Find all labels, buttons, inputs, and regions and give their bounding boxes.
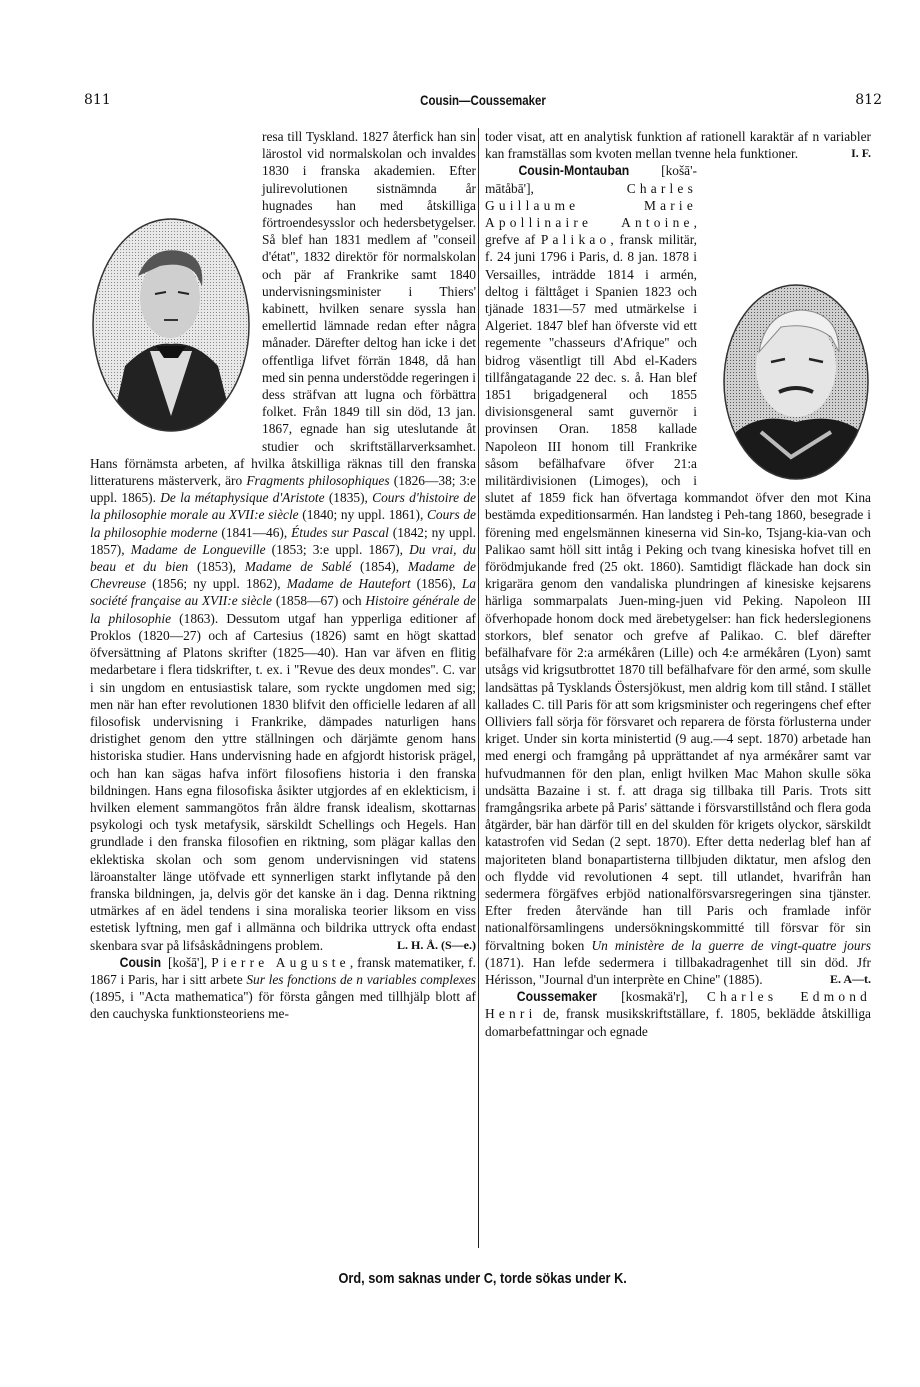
entry-continuation: toder visat, att en analytisk funktion af rationell karaktär af n variabler kan framställas som kvoten mellan tvenne hela funktioner. I. F. (485, 129, 871, 162)
author-signature: L. H. Å. (S—e.) (397, 937, 476, 952)
page-number-right: 812 (855, 92, 882, 108)
entry-text: resa till Tyskland. 1827 återfick han sin lärostol vid normalskolan och invaldes 1830 i franska akademien. Efter julirevolutionen sistnämnda år hugnades han med åtskilliga förtroendesysslor och hedersbetygelser. Så blef han 1831 medlem af ''conseil d'état'', 1832 direktör för normalskolan och pär af Frankrike samt 1840 undervisningsminister i Thiers' kabinett, hvilken senare syssla han emellertid lämnade redan efter några månader. Därefter deltog han icke i det offentliga lifvet förrän 1848, då han med sin penna understödde regeringen i dess sträfvan att lugna och förbättra folket. Från 1849 till sin död, 13 jan. 1867, egnade han sig uteslutande åt studier och skriftställarverksamhet. Hans förnämsta arbeten, af hvilka åtskilliga räknas till den franska litteraturens mästerverk, äro (90, 129, 476, 489)
person-name: Charles Guillaume Marie Apollinaire Antoine (485, 180, 697, 231)
page-header (84, 92, 882, 112)
running-title: Cousin—Coussemaker (420, 92, 546, 108)
portrait-cousin-montauban (707, 282, 871, 486)
person-name: Pierre Auguste (211, 954, 350, 970)
noble-title: Palikao (540, 232, 611, 248)
portrait-cousin-victor (90, 216, 252, 438)
person-name: Charles Edmond Henri (485, 989, 872, 1022)
entry-cousin-pierre: Cousin [košā'], Pierre Auguste, fransk matematiker, f. 1867 i Paris, har i sitt arbete Sur les fonctions de n variables complexes (1895, i ''Acta mathematica'') för första gången med tillhjälp blott af den cauchyska funktionsteoriens me- (90, 954, 476, 1022)
column-divider (478, 128, 479, 1248)
headword: Coussemaker (516, 989, 598, 1005)
headword: Cousin-Montauban (518, 163, 630, 179)
author-signature: E. A—t. (829, 971, 871, 986)
footer-note: Ord, som saknas under C, torde sökas under K. (338, 1270, 628, 1287)
author-signature: I. F. (851, 146, 871, 161)
left-column (90, 128, 476, 1023)
right-column (485, 128, 871, 1040)
portrait-image-icon (721, 282, 871, 482)
entry-coussemaker: Coussemaker [kosmakä'r], Charles Edmond Henri de, fransk musikskriftställare, f. 1805, beklädde åtskilliga domarbefattningar och egnade (485, 989, 872, 1039)
headword: Cousin (119, 954, 162, 970)
entry-cousin-victor: resa till Tyskland. 1827 återfick han sin lärostol vid normalskolan och invaldes 1830 i franska akademien. Efter julirevolutionen sistnämnda år hugnades han med åtskilliga förtroendesysslor och hedersbetygelser. Så blef han 1831 medlem af ''conseil d'état'', 1832 direktör för normalskolan och pär af Frankrike samt 1840 undervisningsminister i Thiers' kabinett, hvilken senare syssla han emellertid lämnade redan efter några månader. Därefter deltog han icke i det offentliga lifvet förrän 1848, då han med sin penna understödde regeringen i dess sträfvan att lugna och förbättra folket. Från 1849 till sin död, 13 jan. 1867, egnade han sig uteslutande åt studier och skriftställarverksamhet. Hans förnämsta arbeten, af hvilka åtskilliga räknas till den franska litteraturens mästerverk, äro Fragments philosophiques (1826—38; 3:e uppl. 1865). De la métaphysique d'Aristote (1835), Cours d'histoire de la philosophie morale au XVII:e siècle (1840; ny uppl. 1861), Cours de la philosophie moderne (1841—46), Études sur Pascal (1842; ny uppl. 1857), Madame de Longueville (1853; 3:e uppl. 1867), Du vrai, du beau et du bien (1853), Madame de Sablé (1854), Madame de Chevreuse (1856; ny uppl. 1862), Madame de Hautefort (1856), La société française au XVII:e siècle (1858—67) och Histoire générale de la philosophie (1863). Dessutom utgaf han ypperliga editioner af Proklos (1820—27) och af Cartesius (1826) samt en högt skattad öfversättning af Platons skrifter (1825—40). Han var äfven en flitig medarbetare i flera tidskrifter, t. ex. i ''Revue des deux mondes''. C. var i sin ungdom en entusiastisk talare, som ryckte ungdomen med sig; men när han efter revolutionen 1830 blifvit den officielle ledaren af all filosofisk undervisning i Frankrike, dämpades naturligen hans dristighet genom den yttre ställningen och därjämte genom hans historiska studier. Hans undervisning hade en afgjordt historisk prägel, och han kan sägas hafva infört filosofiens historia i den franska bildningen. Hans egna filosofiska åsikter utgjordes af en eklekticism, i hvilken element sammangötos från äldre fransk idealism, skottarnas psykologi och tysk metafysik, särskildt Schellings och Hegels. Han grundlade i den franska filosofien en riktning, som plägar kallas den eklektiska skolan och som genom undervisningen vid statens läroanstalter länge utöfvade ett synnerligen starkt inflytande på den franska bildningen, ja, delvis gör det kanske än i dag. Denna riktning utmärkes af en ädel tendens i sina moraliska teorier liksom en viss estetisk lyftning, men gaf i allmänna och bildrika uttryck ofta endast skenbara svar på lifsåskådningens problem. L. H. Å. (S—e.) (90, 129, 477, 953)
page-number-left: 811 (84, 92, 111, 108)
portrait-image-icon (90, 216, 252, 434)
entry-cousin-montauban: Cousin-Montauban [košā'-mātåbā'], Charles Guillaume Marie Apollinaire Antoine, grefve af Palikao, fransk militär, f. 24 juni 1796 i Paris, d. 8 jan. 1878 i Versailles, inträdde 1814 i armén, deltog i fälttåget i Spanien 1823 och tjänade 1831—57 med utmärkelse i Algeriet. 1847 blef han öfverste vid ett regemente ''chasseurs d'Afrique'' och bidrog väsentligt till Abd el-Kaders tillfångatagande 22 dec. s. å. Han blef 1851 brigadgeneral och 1855 divisionsgeneral samt guvernör i provinsen Oran. 1858 kallade Napoleon III honom till Frankrike såsom befälhafvare öfver 21:a militärdivisionen (Limoges), och i slutet af 1859 fick han öfvertaga kommandot öfver den mot Kina bestämda expeditionsarmén. Han landsteg i Peh-tang 1860, besegrade i förening med engelsmännen kineserna vid Sin-ko, Tsjang-kia-van och Palikao samt höll sitt intåg i Peking och tvang kinesiska hofvet till en förödmjukande fred (25 okt. 1860). Samtidigt fläckade han dock sin krigarära genom den vandaliska plundringen af kinesiske kejsarens härliga sommarpalats Juen-ming-juen vid Peking. Napoleon III öfverhopade honom dock med ärebetygelser: han fick hederslegionens storkors, blef senator och grefve af Palikao. C. blef därefter befälhafvare för 2:a armékåren (Lille) och 4:e armékåren (Lyon) samt utsågs vid krigsutbrottet 1870 till befälhafvare för den armé, som skulle landsättas på Tysklands Östersjökust, men aldrig kom till stånd. I stället kallades C. till Paris för att som krigsminister och regeringens chef efter Olliviers fall sörja för försvaret och reparera de första förlusterna under kriget. Under sin korta ministertid (9 aug.—4 sept. 1870) arbetade han med energi och framgång på upprättandet af nya arméкårer samt var hufvudmannen för den plan, enligt hvilken Mac Mahon skulle söka undsätta Bazaine i st. f. att draga sig tillbaka till Paris. Trots sitt framgångsrika arbete på Paris' sättande i försvarstillstånd och flera goda åtgärder, bär han därför till en del skulden för krigets olyckor, särskildt katastrofen vid Sedan (2 sept. 1870). Efter detta nederlag blef han af majoriteten bland bonapartisterna tillbjuden diktatur, men afslog den och flydde vid revolutionen 4 sept. till utlandet, hvarifrån han sedermera förgäfves erbjöd nationalförsvarsregeringen sina tjänster. Efter freden återvände han till Paris och framlade inför nationalförsamlingens undersökningskommitté till försvar för sin förvaltning boken Un ministère de la guerre de vingt-quatre jours (1871). Han lefde sedermera i tillbakadragenhet till sin död. Jfr Hérisson, ''Journal d'un interprète en Chine'' (1885). E. A—t. (485, 163, 871, 987)
